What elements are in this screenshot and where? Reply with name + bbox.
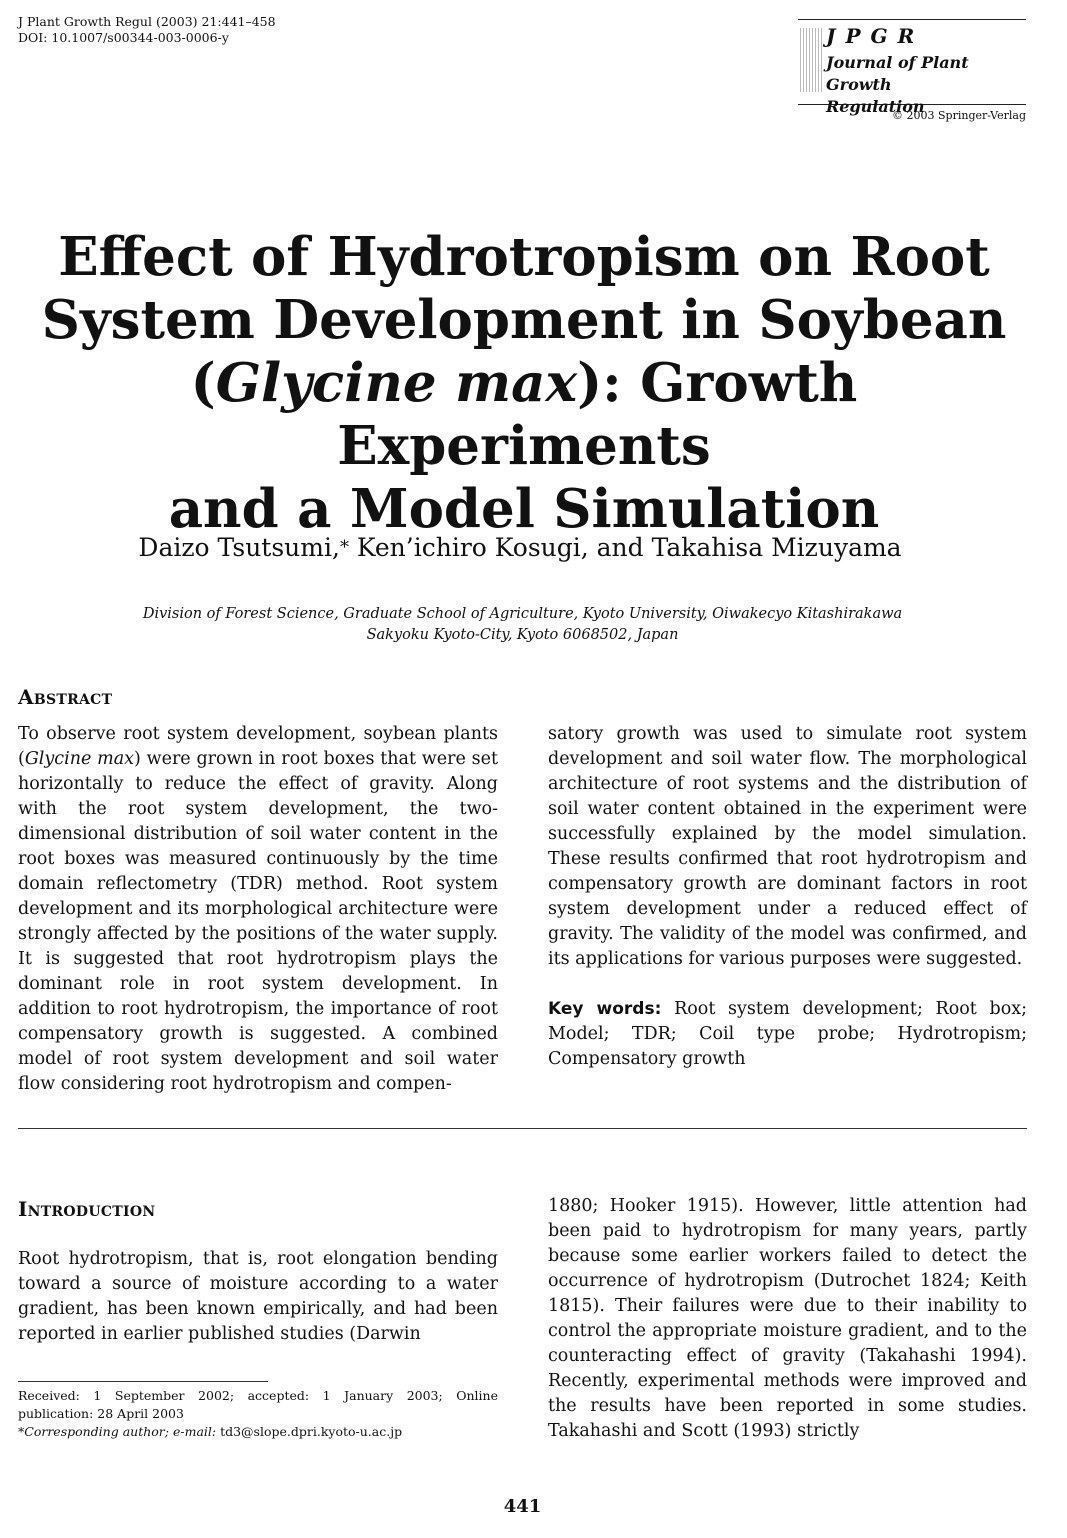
- author-1: Daizo Tsutsumi,: [138, 533, 340, 562]
- affiliation: [0, 604, 1045, 646]
- email-link[interactable]: td3@slope.dpri.kyoto-u.ac.jp: [216, 1424, 403, 1439]
- abstract-heading: Abstract: [18, 685, 113, 709]
- article-title: [0, 226, 1044, 541]
- doi: DOI: 10.1007/s00344-003-0006-y: [18, 30, 229, 45]
- keywords: [548, 997, 1027, 1072]
- journal-name-line1: Journal of Plant Growth: [826, 53, 969, 94]
- corresponding-label: *Corresponding author; e-mail:: [18, 1424, 217, 1439]
- abstract-text-right: satory growth was used to simulate root system development and soil water flow. The morphological architecture of root systems and the distribution of soil water content obtained in the experiment were successfully explained by the model simulation. These results confirmed that root hydrotropism and compensatory growth are dominant factors in root system development under a reduced effect of gravity. The validity of the model was confirmed, and its applications for various purposes were suggested.: [548, 724, 1027, 969]
- corresponding-mark: *: [339, 537, 349, 558]
- logo-pattern-icon: [800, 28, 822, 92]
- species-name: Glycine max: [24, 749, 134, 769]
- species-name: Glycine max: [215, 352, 578, 414]
- footnote-rule: [18, 1381, 268, 1382]
- title-line3: [4, 352, 1044, 478]
- title-line3-rest: ): Growth Experiments: [337, 352, 858, 477]
- title-line4: and a Model Simulation: [168, 478, 880, 540]
- title-paren: (: [190, 352, 216, 414]
- introduction-left-column: [18, 1247, 498, 1347]
- abstract-left-column: [18, 722, 498, 1097]
- journal-abbreviation: JPGR: [826, 24, 925, 48]
- authors: [0, 533, 1040, 562]
- introduction-right-column: [548, 1194, 1027, 1444]
- abstract-text-left: To observe root system development, soybean plants (Glycine max) were grown in root boxes that were set horizontally to reduce the effect of gravity. Along with the root system development, the two-dimensional distribution of soil water content in the root boxes was measured continuously by the time domain reflectometry (TDR) method. Root system development and its morphological architecture were strongly affected by the positions of the water supply. It is suggested that root hydrotropism plays the dominant role in root system development. In addition to root hydrotropism, the importance of root compensatory growth is suggested. A combined model of root system development and soil water flow considering root hydrotropism and compen-: [18, 724, 498, 1094]
- citation: J Plant Growth Regul (2003) 21:441–458: [18, 14, 276, 29]
- affiliation-line1: Division of Forest Science, Graduate School of Agriculture, Kyoto University, Oiwakecyo Kitashirakawa: [142, 606, 903, 622]
- footnote: [18, 1387, 498, 1441]
- journal-name-line2: Regulation: [826, 97, 925, 116]
- introduction-text-right: 1880; Hooker 1915). However, little attention had been paid to hydrotropism for many years, partly because some earlier workers failed to detect the occurrence of hydrotropism (Dutrochet 1824; Keith 1815). Their failures were due to their inability to control the appropriate moisture gradient, and to the counteracting effect of gravity (Takahashi 1994). Recently, experimental methods were improved and the results have been reported in some studies. Takahashi and Scott (1993) strictly: [548, 1196, 1027, 1441]
- page-number: 441: [503, 1496, 542, 1517]
- copyright: © 2003 Springer-Verlag: [892, 109, 1026, 122]
- abstract-right-column: [548, 722, 1027, 1072]
- affiliation-line2: Sakyoku Kyoto-City, Kyoto 6068502, Japan: [366, 627, 679, 643]
- section-divider: [18, 1128, 1027, 1129]
- other-authors: Ken’ichiro Kosugi, and Takahisa Mizuyama: [348, 533, 902, 562]
- title-line1: Effect of Hydrotropism on Root: [58, 226, 990, 288]
- keywords-label: Key words:: [548, 999, 662, 1019]
- corresponding-author: [18, 1423, 498, 1441]
- introduction-text-left: Root hydrotropism, that is, root elongation bending toward a source of moisture according to a water gradient, has been known empirically, and had been reported in earlier published studies (Darwin: [18, 1249, 498, 1344]
- received-dates: Received: 1 September 2002; accepted: 1 January 2003; Online publication: 28 April 2003: [18, 1388, 498, 1421]
- title-line2: System Development in Soybean: [41, 289, 1007, 351]
- introduction-heading: Introduction: [18, 1197, 156, 1221]
- running-head: [18, 14, 276, 46]
- keywords-list: Root system development; Root box; Model; TDR; Coil type probe; Hydrotropism; Compensatory growth: [548, 999, 1027, 1069]
